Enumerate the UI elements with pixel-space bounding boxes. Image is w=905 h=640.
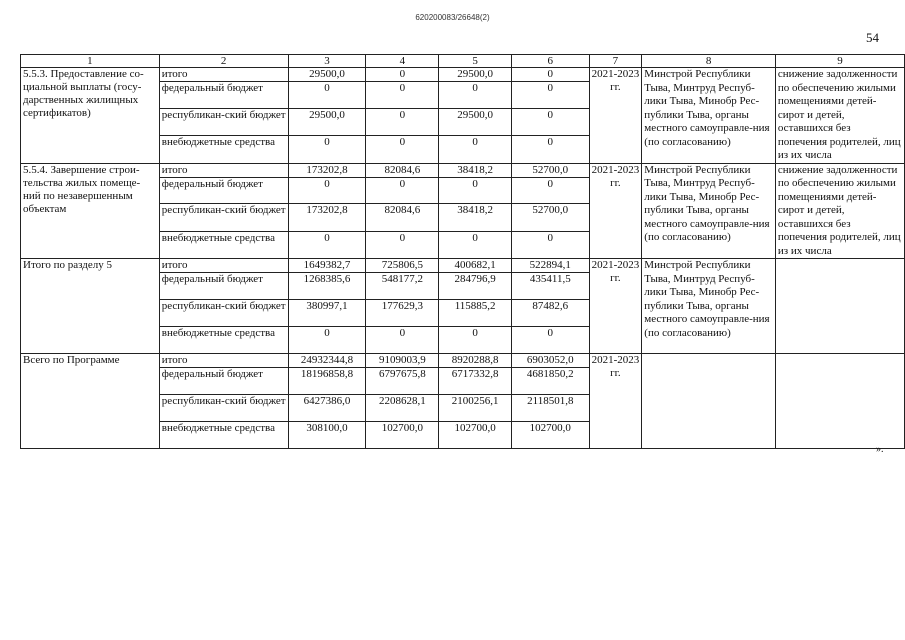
header-row (21, 55, 905, 68)
amount-total-cell: 0 (288, 327, 366, 354)
amount-2022-cell: 0 (439, 82, 512, 109)
amount-total-cell: 380997,1 (288, 300, 366, 327)
amount-2021-cell: 548177,2 (366, 273, 439, 300)
amount-2021-cell: 0 (366, 136, 439, 163)
amount-2023-cell: 52700,0 (512, 203, 590, 231)
amount-2023-cell: 522894,1 (512, 259, 590, 273)
section-name-cell: Всего по Программе (21, 354, 160, 449)
amount-2023-cell: 0 (512, 231, 590, 258)
column-header: 6 (512, 55, 590, 68)
period-cell: 2021-2023 гг. (589, 259, 642, 354)
amount-2023-cell: 435411,5 (512, 273, 590, 300)
amount-total-cell: 6427386,0 (288, 395, 366, 422)
amount-2022-cell: 284796,9 (439, 273, 512, 300)
column-header: 5 (439, 55, 512, 68)
amount-2021-cell: 0 (366, 68, 439, 82)
table-row (21, 259, 905, 273)
amount-total-cell: 0 (288, 82, 366, 109)
funding-source-cell: внебюджетные средства (159, 231, 288, 258)
column-header: 3 (288, 55, 366, 68)
funding-source-cell: федеральный бюджет (159, 82, 288, 109)
amount-2023-cell: 0 (512, 82, 590, 109)
amount-2022-cell: 6717332,8 (439, 368, 512, 395)
amount-2022-cell: 38418,2 (439, 163, 512, 177)
amount-2023-cell: 0 (512, 109, 590, 136)
amount-2021-cell: 0 (366, 82, 439, 109)
amount-total-cell: 18196858,8 (288, 368, 366, 395)
amount-2023-cell: 102700,0 (512, 422, 590, 449)
funding-source-cell: республикан-ский бюджет (159, 203, 288, 231)
amount-total-cell: 0 (288, 231, 366, 258)
closing-mark: ». (876, 444, 884, 455)
budget-table (20, 54, 905, 449)
column-header: 4 (366, 55, 439, 68)
funding-source-cell: итого (159, 354, 288, 368)
amount-2021-cell: 0 (366, 327, 439, 354)
funding-source-cell: внебюджетные средства (159, 327, 288, 354)
amount-2021-cell: 0 (366, 177, 439, 203)
amount-2021-cell: 102700,0 (366, 422, 439, 449)
amount-total-cell: 0 (288, 177, 366, 203)
amount-2023-cell: 2118501,8 (512, 395, 590, 422)
column-header: 7 (589, 55, 642, 68)
amount-2022-cell: 8920288,8 (439, 354, 512, 368)
table-row (21, 354, 905, 368)
amount-2022-cell: 38418,2 (439, 203, 512, 231)
amount-2022-cell: 2100256,1 (439, 395, 512, 422)
amount-2023-cell: 0 (512, 327, 590, 354)
amount-2022-cell: 400682,1 (439, 259, 512, 273)
amount-2023-cell: 87482,6 (512, 300, 590, 327)
table-body (21, 68, 905, 449)
column-header: 9 (775, 55, 904, 68)
funding-source-cell: итого (159, 68, 288, 82)
amount-2021-cell: 82084,6 (366, 163, 439, 177)
funding-source-cell: федеральный бюджет (159, 177, 288, 203)
amount-2022-cell: 29500,0 (439, 109, 512, 136)
funding-source-cell: внебюджетные средства (159, 136, 288, 163)
amount-2023-cell: 6903052,0 (512, 354, 590, 368)
funding-source-cell: итого (159, 163, 288, 177)
funding-source-cell: республикан-ский бюджет (159, 109, 288, 136)
executors-cell: Минстрой Республики Тыва, Минтруд Респуб-лики Тыва, Минобр Рес-публики Тыва, органы местного самоуправле-ния (по согласованию) (642, 259, 776, 354)
amount-2021-cell: 177629,3 (366, 300, 439, 327)
executors-cell (642, 354, 776, 449)
funding-source-cell: федеральный бюджет (159, 273, 288, 300)
amount-2023-cell: 0 (512, 136, 590, 163)
amount-2022-cell: 115885,2 (439, 300, 512, 327)
column-header: 1 (21, 55, 160, 68)
section-name-cell: 5.5.4. Завершение строи-тельства жилых помеще-ний по незавершенным объектам (21, 163, 160, 259)
amount-total-cell: 173202,8 (288, 163, 366, 177)
result-cell (775, 259, 904, 354)
amount-2021-cell: 6797675,8 (366, 368, 439, 395)
section-name-cell: Итого по разделу 5 (21, 259, 160, 354)
period-cell: 2021-2023 гг. (589, 163, 642, 259)
section-name-cell: 5.5.3. Предоставление со-циальной выплаты (госу-дарственных жилищных сертификатов) (21, 68, 160, 164)
amount-2021-cell: 0 (366, 109, 439, 136)
amount-2022-cell: 102700,0 (439, 422, 512, 449)
amount-total-cell: 29500,0 (288, 109, 366, 136)
amount-2022-cell: 0 (439, 327, 512, 354)
amount-2023-cell: 0 (512, 68, 590, 82)
result-cell: снижение задолженности по обеспечению жилыми помещениями детей-сирот и детей, оставшихся без попечения родителей, лиц из их числа (775, 68, 904, 164)
amount-total-cell: 1268385,6 (288, 273, 366, 300)
result-cell: снижение задолженности по обеспечению жилыми помещениями детей-сирот и детей, оставшихся без попечения родителей, лиц из их числа (775, 163, 904, 259)
column-header: 8 (642, 55, 776, 68)
column-header: 2 (159, 55, 288, 68)
amount-2023-cell: 0 (512, 177, 590, 203)
period-cell: 2021-2023 гг. (589, 354, 642, 449)
amount-2021-cell: 0 (366, 231, 439, 258)
executors-cell: Минстрой Республики Тыва, Минтруд Респуб-лики Тыва, Минобр Рес-публики Тыва, органы местного самоуправле-ния (по согласованию) (642, 68, 776, 164)
amount-2021-cell: 82084,6 (366, 203, 439, 231)
amount-total-cell: 24932344,8 (288, 354, 366, 368)
period-cell: 2021-2023 гг. (589, 68, 642, 164)
funding-source-cell: итого (159, 259, 288, 273)
amount-2022-cell: 29500,0 (439, 68, 512, 82)
executors-cell: Минстрой Республики Тыва, Минтруд Респуб-лики Тыва, Минобр Рес-публики Тыва, органы местного самоуправле-ния (по согласованию) (642, 163, 776, 259)
amount-2022-cell: 0 (439, 177, 512, 203)
amount-2022-cell: 0 (439, 231, 512, 258)
amount-total-cell: 0 (288, 136, 366, 163)
amount-2021-cell: 725806,5 (366, 259, 439, 273)
funding-source-cell: федеральный бюджет (159, 368, 288, 395)
amount-total-cell: 308100,0 (288, 422, 366, 449)
amount-2022-cell: 0 (439, 136, 512, 163)
amount-total-cell: 1649382,7 (288, 259, 366, 273)
amount-2021-cell: 2208628,1 (366, 395, 439, 422)
amount-2023-cell: 4681850,2 (512, 368, 590, 395)
amount-total-cell: 173202,8 (288, 203, 366, 231)
amount-total-cell: 29500,0 (288, 68, 366, 82)
table-row (21, 163, 905, 177)
amount-2021-cell: 9109003,9 (366, 354, 439, 368)
result-cell (775, 354, 904, 449)
funding-source-cell: республикан-ский бюджет (159, 395, 288, 422)
document-id: 620200083/26648(2) (415, 13, 490, 22)
amount-2023-cell: 52700,0 (512, 163, 590, 177)
page-number: 54 (866, 30, 879, 45)
funding-source-cell: внебюджетные средства (159, 422, 288, 449)
funding-source-cell: республикан-ский бюджет (159, 300, 288, 327)
table-row (21, 68, 905, 82)
